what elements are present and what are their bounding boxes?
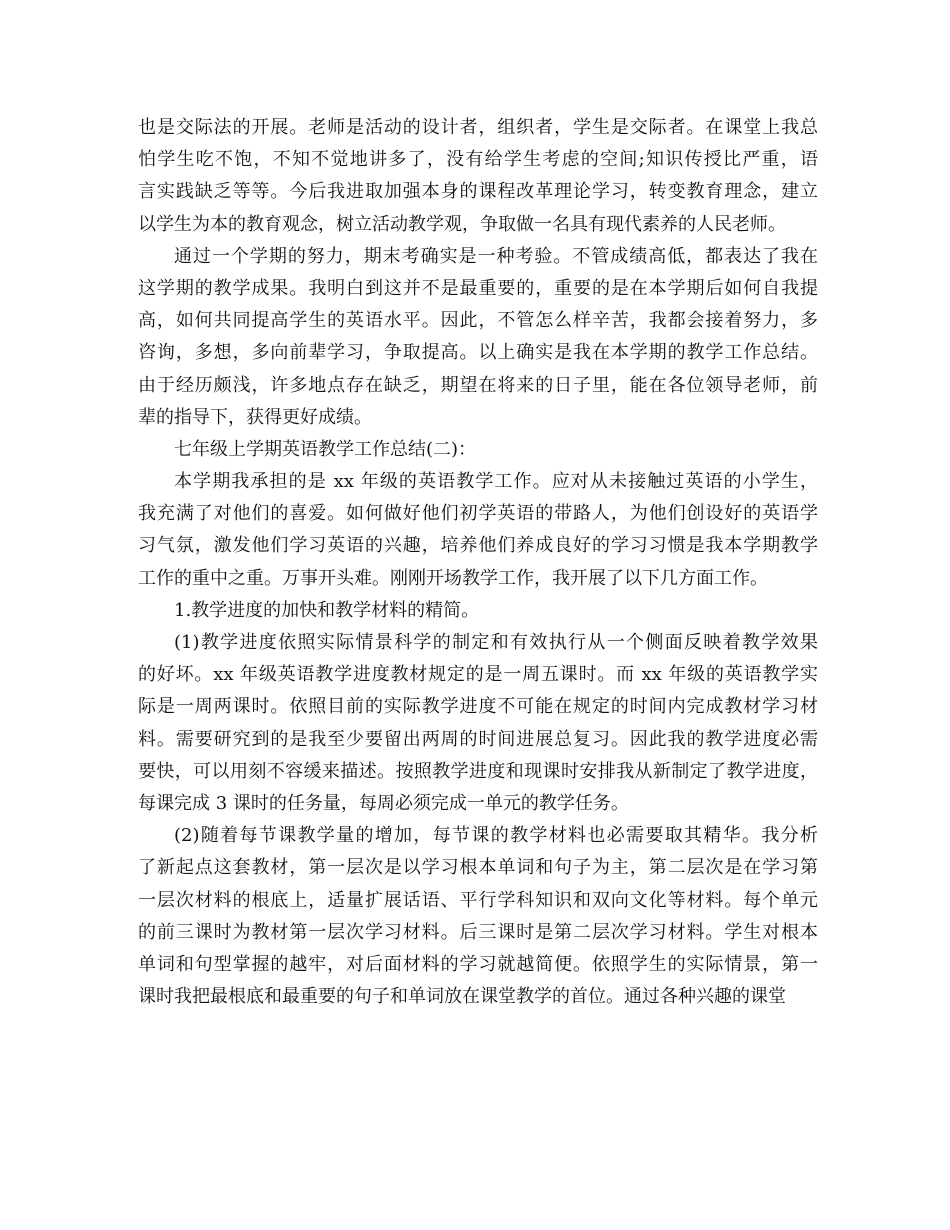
- paragraph: [138, 241, 818, 434]
- text-line: 每课完成 3 课时的任务量，每周必须完成一单元的教学任务。: [138, 792, 629, 814]
- text-line: 辈的指导下，获得更好成绩。: [138, 406, 372, 428]
- text-line: 习气氛，激发他们学习英语的兴趣，培养他们养成良好的学习习惯是我本学期教学: [138, 535, 818, 557]
- paragraph: [138, 595, 818, 627]
- paragraph: [138, 466, 818, 595]
- text-line: 单词和句型掌握的越牢，对后面材料的学习就越简便。依照学生的实际情景，第一: [138, 953, 818, 975]
- text-line: 的前三课时为教材第一层次学习材料。后三课时是第二层次学习材料。学生对根本: [138, 921, 818, 943]
- text-line: 也是交际法的开展。老师是活动的设计者，组织者，学生是交际者。在课堂上我总: [138, 117, 818, 138]
- text-line: 七年级上学期英语教学工作总结(二)：: [174, 438, 477, 460]
- text-line: 以学生为本的教育观念，树立活动教学观，争取做一名具有现代素养的人民老师。: [138, 213, 786, 235]
- text-line: 工作的重中之重。万事开头难。刚刚开场教学工作，我开展了以下几方面工作。: [138, 567, 768, 589]
- text-line: 咨询，多想，多向前辈学习，争取提高。以上确实是我在本学期的教学工作总结。: [138, 342, 818, 364]
- text-line: 我充满了对他们的喜爱。如何做好他们初学英语的带路人，为他们创设好的英语学: [138, 503, 818, 525]
- text-line: (2)随着每节课教学量的增加，每节课的教学材料也必需要取其精华。我分析: [174, 825, 818, 847]
- text-line: 高，如何共同提高学生的英语水平。因此，不管怎么样辛苦，我都会接着努力，多: [138, 310, 818, 332]
- text-line: 1.教学进度的加快和教学材料的精简。: [174, 599, 480, 621]
- text-line: 由于经历颇浅，许多地点存在缺乏，期望在将来的日子里，能在各位领导老师，前: [138, 374, 818, 396]
- text-line: 言实践缺乏等等。今后我进取加强本身的课程改革理论学习，转变教育理念，建立: [138, 181, 818, 203]
- text-line: 本学期我承担的是 xx 年级的英语教学工作。应对从未接触过英语的小学生，: [174, 471, 818, 493]
- text-line: 的好坏。xx 年级英语教学进度教材规定的是一周五课时。而 xx 年级的英语教学实: [138, 664, 818, 686]
- paragraph: [138, 434, 818, 466]
- paragraph: [138, 820, 818, 1013]
- paragraph: [138, 627, 818, 820]
- text-line: (1)教学进度依照实际情景科学的制定和有效执行从一个侧面反映着教学效果: [174, 632, 818, 653]
- text-line: 怕学生吃不饱，不知不觉地讲多了，没有给学生考虑的空间;知识传授比严重，语: [138, 149, 818, 171]
- text-line: 了新起点这套教材，第一层次是以学习根本单词和句子为主，第二层次是在学习第: [138, 857, 818, 879]
- text-line: 课时我把最根底和最重要的句子和单词放在课堂教学的首位。通过各种兴趣的课堂: [138, 986, 786, 1008]
- text-line: 一层次材料的根底上，适量扩展话语、平行学科知识和双向文化等材料。每个单元: [138, 889, 818, 911]
- text-line: 料。需要研究到的是我至少要留出两周的时间进展总复习。因此我的教学进度必需: [138, 728, 818, 750]
- document-body: [138, 112, 818, 1013]
- text-line: 要快，可以用刻不容缓来描述。按照教学进度和现课时安排我从新制定了教学进度，: [138, 760, 818, 782]
- paragraph: [138, 112, 818, 241]
- text-line: 通过一个学期的努力，期末考确实是一种考验。不管成绩高低，都表达了我在: [174, 245, 818, 267]
- text-line: 际是一周两课时。依照目前的实际教学进度不可能在规定的时间内完成教材学习材: [138, 696, 818, 718]
- text-line: 这学期的教学成果。我明白到这并不是最重要的，重要的是在本学期后如何自我提: [138, 277, 818, 299]
